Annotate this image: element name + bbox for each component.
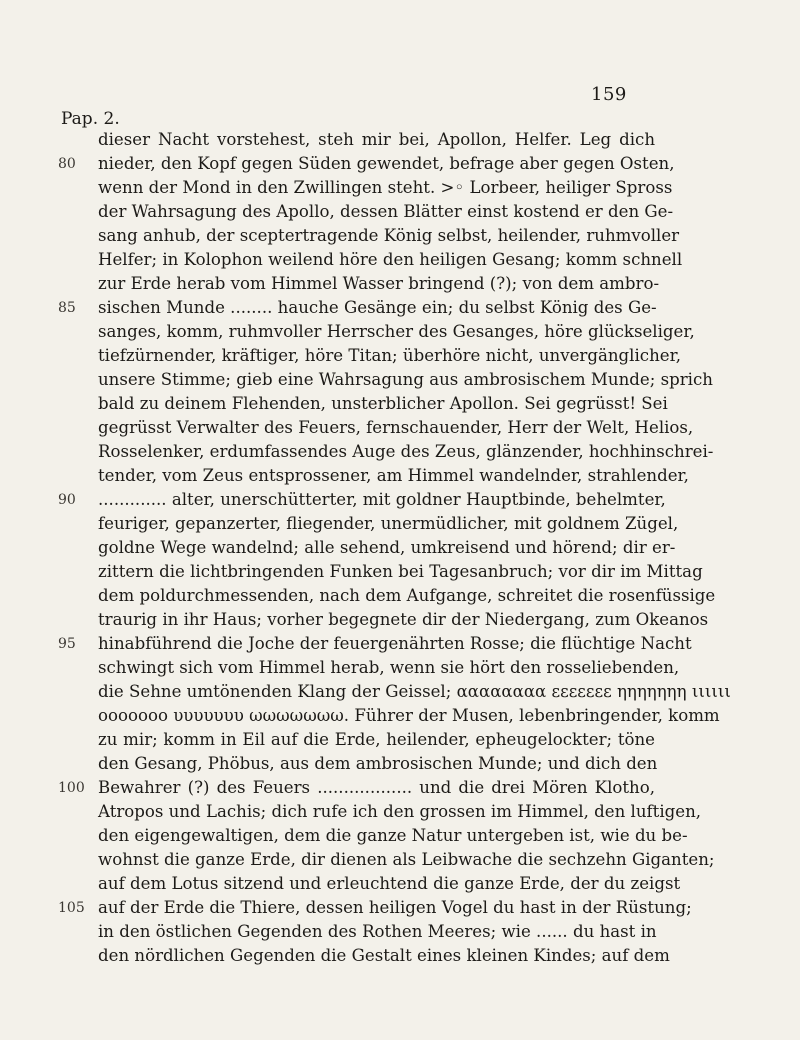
text-line	[0, 848, 800, 872]
line-text: nieder, den Kopf gegen Süden gewendet, befrage aber gegen Osten,	[98, 154, 675, 173]
line-text: schwingt sich vom Himmel herab, wenn sie hört den rosseliebenden,	[98, 658, 680, 677]
line-number: 105	[58, 900, 85, 916]
line-text: zittern die lichtbringenden Funken bei Tagesanbruch; vor dir im Mittag	[98, 562, 703, 581]
line-text: in den östlichen Gegenden des Rothen Meeres; wie ...... du hast in	[98, 922, 657, 941]
line-text: sischen Munde ........ hauche Gesänge ein; du selbst König des Ge-	[98, 298, 657, 317]
line-number: 100	[58, 780, 85, 796]
text-line	[0, 512, 800, 536]
line-text: unsere Stimme; gieb eine Wahrsagung aus ambrosischem Munde; sprich	[98, 370, 713, 389]
line-text: Atropos und Lachis; dich rufe ich den grossen im Himmel, den luftigen,	[98, 802, 702, 821]
text-line	[0, 200, 800, 224]
text-line	[0, 224, 800, 248]
text-line	[0, 656, 800, 680]
text-line	[0, 920, 800, 944]
line-text: dieser Nacht vorstehest, steh mir bei, Apollon, Helfer. Leg dich	[98, 130, 655, 149]
line-text: traurig in ihr Haus; vorher begegnete dir der Niedergang, zum Okeanos	[98, 610, 709, 629]
text-line	[0, 896, 800, 920]
text-line	[0, 272, 800, 296]
line-text: οοοοοοο υυυυυυυ ωωωωωωω. Führer der Musen, lebenbringender, komm	[98, 706, 720, 725]
line-text: goldne Wege wandelnd; alle sehend, umkreisend und hörend; dir er-	[98, 538, 676, 557]
text-line	[0, 824, 800, 848]
line-text: zu mir; komm in Eil auf die Erde, heilender, epheugelockter; töne	[98, 730, 655, 749]
text-line	[0, 584, 800, 608]
line-text: sanges, komm, ruhmvoller Herrscher des Gesanges, höre glückseliger,	[98, 322, 695, 341]
text-line	[0, 872, 800, 896]
text-line	[0, 680, 800, 704]
line-text: gegrüsst Verwalter des Feuers, fernschauender, Herr der Welt, Helios,	[98, 418, 694, 437]
line-text: feuriger, gepanzerter, fliegender, unermüdlicher, mit goldnem Zügel,	[98, 514, 679, 533]
text-line	[0, 800, 800, 824]
line-number: 80	[58, 156, 76, 172]
line-text: zur Erde herab vom Himmel Wasser bringend (?); von dem ambro-	[98, 274, 660, 293]
line-text: Rosselenker, erdumfassendes Auge des Zeus, glänzender, hochhinschrei-	[98, 442, 714, 461]
line-text: Bewahrer (?) des Feuers .................. und die drei Mören Klotho,	[98, 778, 655, 797]
text-line	[0, 488, 800, 512]
text-line	[0, 752, 800, 776]
line-number: 85	[58, 300, 76, 316]
text-line	[0, 536, 800, 560]
line-text: tender, vom Zeus entsprossener, am Himmel wandelnder, strahlender,	[98, 466, 689, 485]
line-text: Helfer; in Kolophon weilend höre den heiligen Gesang; komm schnell	[98, 250, 683, 269]
text-line	[0, 944, 800, 968]
text-line	[0, 248, 800, 272]
line-text: auf dem Lotus sitzend und erleuchtend die ganze Erde, der du zeigst	[98, 874, 681, 893]
text-line	[0, 176, 800, 200]
text-line	[0, 464, 800, 488]
text-line	[0, 632, 800, 656]
line-text: den nördlichen Gegenden die Gestalt eines kleinen Kindes; auf dem	[98, 946, 670, 965]
line-text: hinabführend die Joche der feuergenährten Rosse; die flüchtige Nacht	[98, 634, 692, 653]
text-line	[0, 368, 800, 392]
text-line	[0, 560, 800, 584]
text-line	[0, 440, 800, 464]
text-line	[0, 296, 800, 320]
text-line	[0, 320, 800, 344]
line-text: tiefzürnender, kräftiger, höre Titan; überhöre nicht, unvergänglicher,	[98, 346, 681, 365]
line-text: wenn der Mond in den Zwillingen steht. >◦ Lorbeer, heiliger Spross	[98, 178, 673, 197]
text-line	[0, 128, 800, 152]
text-line	[0, 704, 800, 728]
line-text: den Gesang, Phöbus, aus dem ambrosischen Munde; und dich den	[98, 754, 658, 773]
line-text: auf der Erde die Thiere, dessen heiligen Vogel du hast in der Rüstung;	[98, 898, 692, 917]
line-text: wohnst die ganze Erde, dir dienen als Leibwache die sechzehn Giganten;	[98, 850, 715, 869]
line-text: dem poldurchmessenden, nach dem Aufgange, schreitet die rosenfüssige	[98, 586, 716, 605]
line-text: sang anhub, der sceptertragende König selbst, heilender, ruhmvoller	[98, 226, 680, 245]
text-body	[0, 128, 800, 968]
line-text: die Sehne umtönenden Klang der Geissel; αααααααα εεεεεεε ηηηηηηη ιιιιιι	[98, 682, 731, 701]
line-text: ............. alter, unerschütterter, mit goldner Hauptbinde, behelmter,	[98, 490, 666, 509]
text-line	[0, 416, 800, 440]
papyrus-label: Pap. 2.	[61, 109, 120, 129]
text-line	[0, 344, 800, 368]
line-text: den eigengewaltigen, dem die ganze Natur untergeben ist, wie du be-	[98, 826, 688, 845]
line-number: 95	[58, 636, 76, 652]
text-line	[0, 392, 800, 416]
line-text: der Wahrsagung des Apollo, dessen Blätter einst kostend er den Ge-	[98, 202, 674, 221]
line-number: 90	[58, 492, 76, 508]
page-number: 159	[591, 84, 627, 105]
text-line	[0, 728, 800, 752]
line-text: bald zu deinem Flehenden, unsterblicher Apollon. Sei gegrüsst! Sei	[98, 394, 668, 413]
text-line	[0, 776, 800, 800]
text-line	[0, 608, 800, 632]
text-line	[0, 152, 800, 176]
